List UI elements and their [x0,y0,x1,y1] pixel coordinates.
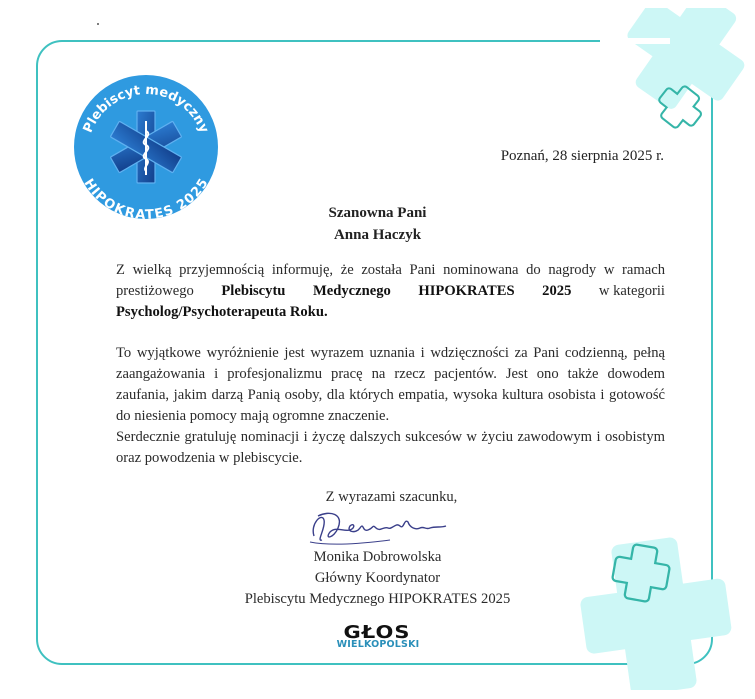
paragraph-nomination [116,260,665,323]
date-line: Poznań, 28 sierpnia 2025 r. [500,148,664,164]
signer-role: Główny Koordynator [314,570,441,586]
signature-icon [300,506,450,550]
closing-regards: Z wyrazami szacunku, [325,489,458,505]
salutation-title: Szanowna Pani [328,205,427,221]
decorative-cross-outline-top-icon [652,78,708,136]
p1-line1: Z wielką przyjemnością informuję, że została Pani nominowana do nagrody w ramach [116,262,665,278]
svg-text:Plebiscyt medyczny: Plebiscyt medyczny [80,82,212,136]
glos-wielkopolski-logo [328,622,428,656]
stray-dot [97,23,99,25]
plebiscyt-logo [66,74,226,220]
paragraph-congratulations: Serdecznie gratuluję nominacji i życzę dalszych sukcesów w życiu zawodowym i osobistym oraz powodzenia w plebiscycie. [116,429,665,466]
glos-logo-bottom: WIELKOPOLSKI [336,639,420,650]
p1-line3: Psycholog/Psychoterapeuta Roku. [116,304,328,320]
paragraph-recognition: To wyjątkowe wyróżnienie jest wyrazem uznania i wdzięczności za Pani codzienną, pełną zaangażowania i profesjonalizmu pracę na rzecz pacjentów. Jest ono także dowodem zaufania, jakim darzą Panią osoby, dla których empatia, wysoka kultura osobista i gotowość do niesienia pomocy mają ogromne znaczenie. [116,345,665,424]
p1-line2: prestiżowego Plebiscytu Medycznego HIPOKRATES 2025 w kategorii [116,283,665,299]
salutation [0,202,755,246]
signer-name: Monika Dobrowolska [313,549,442,565]
signature-block [0,547,755,610]
svg-text:HIPOKRATES 2025: HIPOKRATES 2025 [80,176,212,220]
signer-organization: Plebiscytu Medycznego HIPOKRATES 2025 [244,591,511,607]
glos-logo-top: GŁOS [343,621,411,643]
recipient-name: Anna Haczyk [333,227,422,243]
